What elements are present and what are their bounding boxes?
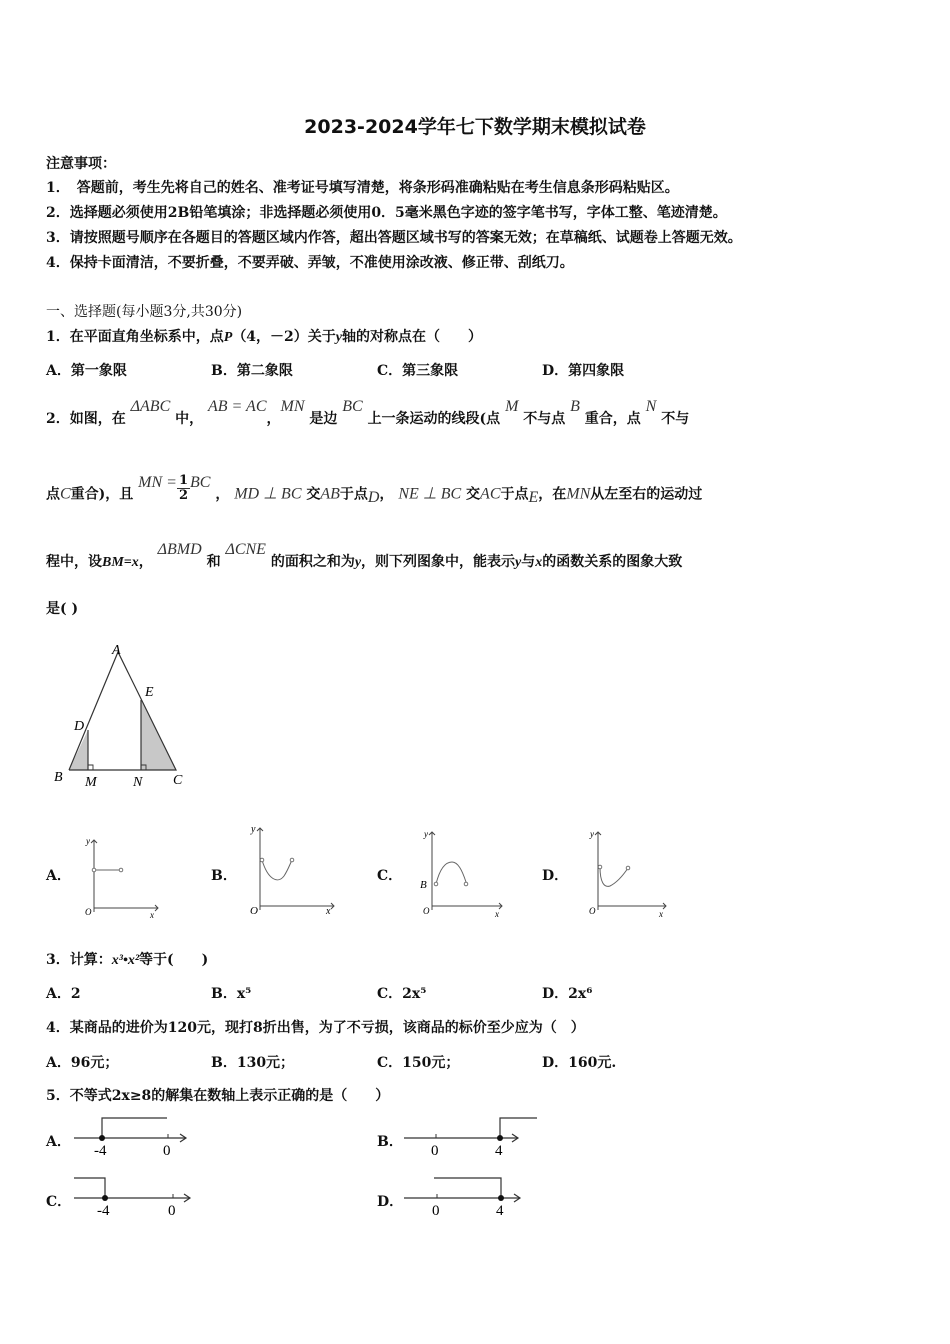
q1-option-c[interactable]: C．第三象限 — [377, 363, 459, 379]
q2-math-m: M — [505, 398, 519, 415]
q2-math-y2: y — [515, 555, 522, 570]
q2-graph-c[interactable] — [414, 826, 509, 922]
q2-text: 是边 — [309, 411, 338, 427]
q3-option-b[interactable]: B．x⁵ — [211, 986, 252, 1002]
label-d: D — [74, 719, 85, 734]
q2-text: ，则下列图象中，能表示 — [361, 554, 516, 570]
x-label: x — [659, 909, 663, 919]
q2-text: 不与点 — [523, 411, 566, 427]
q4-option-c[interactable]: C．150元； — [377, 1055, 460, 1071]
y-label: y — [251, 824, 256, 835]
q5-number-line-c[interactable] — [70, 1170, 200, 1220]
q2-text: ， — [379, 486, 394, 503]
graph-curve — [436, 862, 466, 884]
q5-option-d[interactable]: D． — [377, 1194, 404, 1210]
q2-text: 中， — [175, 411, 204, 427]
q1-point-p: P — [223, 330, 233, 345]
notice-item-3: 3．请按照题号顺序在各题目的答题区域内作答，超出答题区域书写的答案无效；在草稿纸、试题卷上答题无效。 — [46, 230, 742, 246]
q2-graph-d[interactable] — [580, 826, 672, 922]
q2-text: 重合)，且 — [70, 486, 134, 503]
right-angle-m — [88, 765, 93, 770]
q3-option-d[interactable]: D．2x⁶ — [542, 986, 593, 1002]
q2-math-mn: MN — [280, 398, 305, 415]
q4-option-a[interactable]: A．96元； — [46, 1055, 119, 1071]
q3-stem-a: 3．计算： — [46, 952, 112, 968]
y-label: y — [590, 829, 594, 839]
solution-ray — [102, 1118, 167, 1138]
q5-option-c[interactable]: C． — [46, 1194, 72, 1210]
q3-expression: x³•x² — [111, 953, 140, 968]
q5-number-line-a[interactable] — [70, 1110, 200, 1160]
tick-label-0: 0 — [432, 1203, 440, 1219]
label-c: C — [173, 773, 183, 788]
q3-stem-b: 等于( ) — [139, 952, 209, 968]
tick-label-4: 4 — [496, 1203, 504, 1219]
q2-math-abc: ΔABC — [130, 398, 171, 415]
graph-curve — [262, 860, 292, 880]
q2-math-bc2: BC — [190, 473, 211, 491]
q3-option-a[interactable]: A．2 — [46, 986, 81, 1002]
q4-stem: 4．某商品的进价为120元，现打8折出售，为了不亏损，该商品的标价至少应为（ ） — [46, 1020, 585, 1036]
q2-math-ab: AB — [320, 485, 340, 503]
notice-item-2: 2．选择题必须使用2B铅笔填涂；非选择题必须使用0．5毫米黑色字迹的签字笔书写，字体工整、笔迹清楚。 — [46, 205, 727, 221]
graph-curve — [600, 867, 628, 886]
closed-point — [102, 1195, 108, 1201]
q2-math-b: B — [570, 398, 580, 415]
tick-label-0: 0 — [163, 1143, 171, 1159]
q2-math-cne: ΔCNE — [225, 541, 266, 558]
q1-stem-a: 1．在平面直角坐标系中，点 — [46, 329, 224, 345]
q5-number-line-b[interactable] — [400, 1110, 545, 1160]
section-heading: 一、选择题(每小题3分,共30分) — [46, 304, 243, 320]
open-point — [260, 858, 264, 862]
tick-label-neg4: -4 — [97, 1203, 110, 1219]
q2-math-bm-x: BM=x — [102, 555, 139, 570]
label-b: B — [54, 770, 63, 785]
q2-text: 交 — [466, 486, 481, 503]
q2-text: 从左至右的运动过 — [590, 486, 703, 503]
origin-label: O — [423, 906, 430, 916]
x-label: x — [150, 910, 154, 920]
q4-option-b[interactable]: B．130元； — [211, 1055, 295, 1071]
q2-text: 重合，点 — [584, 411, 641, 427]
open-point — [626, 866, 630, 870]
label-e: E — [145, 685, 154, 700]
q2-text: ， — [266, 411, 281, 427]
q2-text: 于点 — [339, 486, 368, 503]
q3-option-c[interactable]: C．2x⁵ — [377, 986, 427, 1002]
q1-stem-c: 轴的对称点在（ ） — [342, 329, 483, 345]
q2-math-md-perp: MD ⊥ BC — [234, 485, 302, 503]
y-label: y — [86, 836, 90, 846]
tick-label-4: 4 — [495, 1143, 503, 1159]
x-label: x — [326, 906, 331, 917]
q2-math-ne-perp: NE ⊥ BC — [398, 485, 462, 503]
q2-fraction — [177, 474, 190, 503]
q2-graph-b[interactable] — [240, 822, 340, 922]
open-point — [464, 882, 468, 886]
q2-math-ab-ac: AB = AC — [207, 398, 267, 415]
q2-math-e: E — [528, 488, 539, 506]
label-m: M — [85, 775, 97, 790]
q2-text: 不与 — [661, 411, 690, 427]
q4-option-d[interactable]: D．160元. — [542, 1055, 617, 1071]
y-label: y — [424, 829, 428, 839]
open-point — [598, 865, 602, 869]
notice-item-4: 4．保持卡面清洁，不要折叠，不要弄破、弄皱，不准使用涂改液、修正带、刮纸刀。 — [46, 255, 574, 271]
q2-math-mn2: MN — [566, 485, 591, 503]
q2-math-bc: BC — [342, 398, 363, 415]
open-point — [92, 868, 96, 872]
open-point — [434, 882, 438, 886]
q2-text: 点 — [46, 486, 60, 503]
label-n: N — [133, 775, 143, 790]
q2-math-bmd: ΔBMD — [157, 541, 202, 558]
origin-label: O — [85, 907, 92, 917]
q2-text: 程中，设 — [46, 554, 102, 570]
q2-fraction-numerator: 1 — [178, 473, 189, 488]
origin-label: O — [250, 905, 258, 917]
notice-heading: 注意事项： — [46, 156, 116, 172]
closed-point — [498, 1195, 504, 1201]
q2-option-b[interactable]: B． — [211, 868, 237, 884]
q5-option-b[interactable]: B． — [377, 1134, 403, 1150]
q2-text: 的面积之和为 — [270, 554, 355, 570]
q2-text: ， — [215, 486, 230, 503]
tick-label-0: 0 — [168, 1203, 176, 1219]
x-label: x — [495, 909, 499, 919]
q2-stem-line-2 — [46, 473, 703, 509]
q2-text: 的函数关系的图象大致 — [542, 554, 683, 570]
closed-point — [497, 1135, 503, 1141]
q2-text: 上一条运动的线段(点 — [367, 411, 501, 427]
label-a: A — [112, 643, 121, 658]
solution-ray — [74, 1178, 105, 1198]
q2-stem-line-1 — [46, 398, 690, 428]
q2-stem-line-4: 是( ) — [46, 601, 79, 617]
q2-text: 交 — [306, 486, 321, 503]
q2-text: ，在 — [538, 486, 567, 503]
q2-graph-a[interactable] — [76, 832, 166, 922]
q2-option-a[interactable]: A． — [46, 868, 71, 884]
q2-triangle-figure — [48, 638, 193, 793]
q2-text: 和 — [206, 554, 221, 570]
q5-number-line-d[interactable] — [400, 1170, 530, 1220]
solution-ray — [434, 1178, 501, 1198]
q1-option-b[interactable]: B．第二象限 — [211, 363, 293, 379]
q2-math-d: D — [367, 488, 380, 506]
b-label: B — [420, 879, 427, 891]
open-point — [290, 858, 294, 862]
tick-label-neg4: -4 — [94, 1143, 107, 1159]
page-title: 2023-2024学年七下数学期末模拟试卷 — [304, 116, 646, 138]
q5-stem: 5．不等式2x≥8的解集在数轴上表示正确的是（ ） — [46, 1088, 390, 1104]
q2-fraction-denominator: 2 — [178, 488, 189, 503]
q5-option-a[interactable]: A． — [46, 1134, 71, 1150]
q2-math-x: x — [535, 555, 543, 570]
q1-stem-b: （4，－2）关于 — [232, 329, 336, 345]
q1-option-d[interactable]: D．第四象限 — [542, 363, 625, 379]
notice-item-1: 1． 答题前，考生先将自己的姓名、准考证号填写清楚，将条形码准确粘贴在考生信息条形码粘贴区。 — [46, 180, 679, 196]
q1-stem — [46, 326, 482, 346]
q2-math-n: N — [645, 398, 657, 415]
q2-math-ac: AC — [480, 485, 501, 503]
tick-label-0: 0 — [431, 1143, 439, 1159]
closed-point — [99, 1135, 105, 1141]
q2-option-c[interactable]: C． — [377, 868, 403, 884]
q2-text: 2．如图，在 — [46, 411, 126, 427]
q2-math-mn-eq: MN = — [138, 473, 177, 491]
open-point — [119, 868, 123, 872]
q3-stem — [46, 949, 208, 969]
q2-text: ， — [138, 554, 153, 570]
q2-text: 与 — [521, 554, 536, 570]
q1-axis-y: y — [335, 330, 343, 345]
solution-ray — [500, 1118, 537, 1138]
q1-option-a[interactable]: A．第一象限 — [46, 363, 127, 379]
origin-label: O — [589, 906, 596, 916]
q2-text: 于点 — [500, 486, 529, 503]
q2-stem-line-3 — [46, 541, 683, 571]
q2-math-c: C — [60, 485, 71, 503]
q2-option-d[interactable]: D． — [542, 868, 569, 884]
q2-math-y: y — [354, 555, 362, 570]
